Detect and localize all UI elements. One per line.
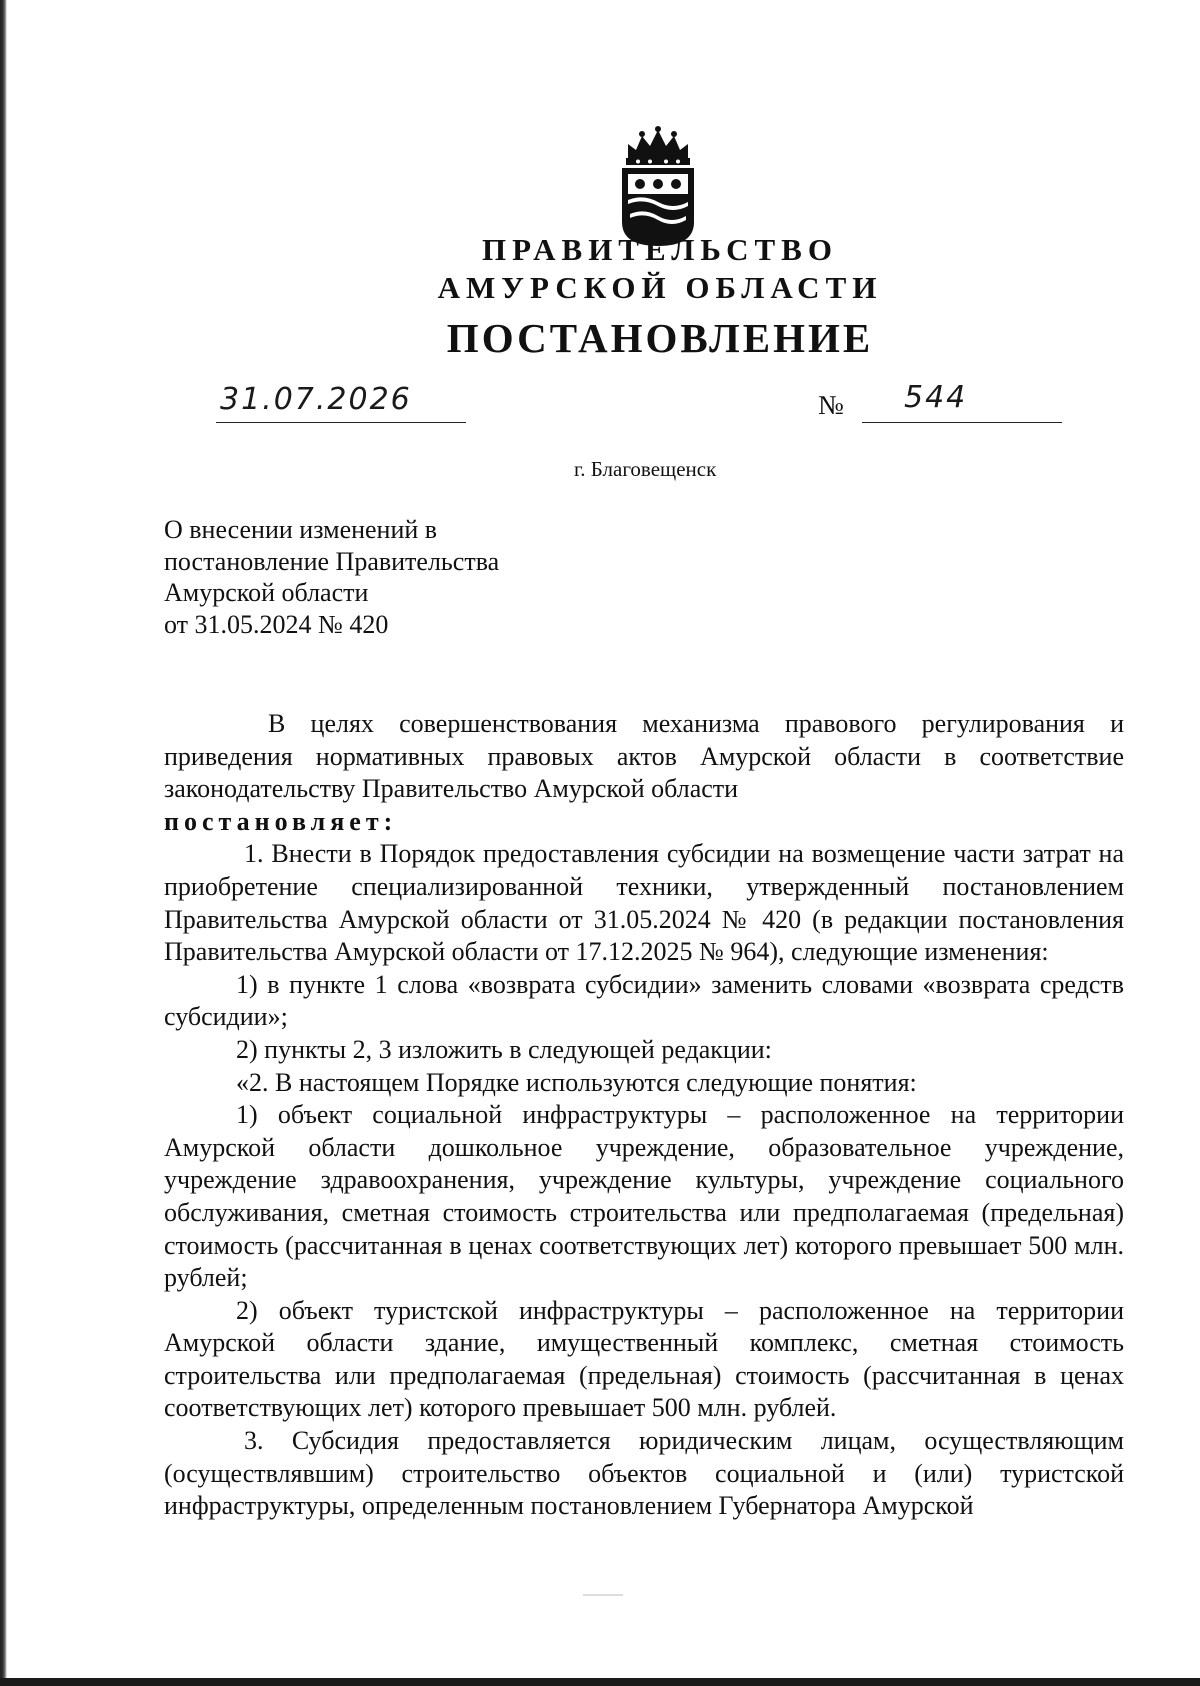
org-name-line1: ПРАВИТЕЛЬСТВО: [482, 232, 838, 267]
subject-line: от 31.05.2024 № 420: [164, 609, 389, 639]
scan-artifact: [583, 1594, 623, 1596]
handwritten-date: 31.07.2026: [220, 382, 412, 417]
number-field: [862, 380, 1062, 423]
coat-of-arms-icon: [618, 126, 698, 248]
date-field: [216, 382, 466, 423]
city: г. Благовещенск: [574, 457, 717, 481]
document-type: ПОСТАНОВЛЕНИЕ: [446, 315, 874, 361]
number-sign: №: [818, 390, 844, 420]
subject-line: О внесении изменений в: [164, 515, 438, 544]
paragraph-2-intro: «2. В настоящем Порядке используются следующие понятия:: [236, 1067, 917, 1097]
subject-line: постановление Правительства: [164, 546, 500, 576]
paragraph-1-2: 2) пункты 2, 3 изложить в следующей редакции:: [236, 1034, 772, 1064]
handwritten-number: 544: [904, 380, 968, 415]
paragraph-3: 3. Субсидия предоставляется юридическим лицам, осуществляющим (осуществлявшим) строительство объектов социальной и (или) туристской инфраструктуры, определенным постановлением Губернатора Амурской: [164, 1426, 1124, 1521]
subject-line: Амурской области: [164, 578, 369, 607]
paragraph-1-1: 1) в пункте 1 слова «возврата субсидии» заменить словами «возврата средств субсидии»;: [164, 969, 1124, 1032]
paragraph-2-1: 1) объект социальной инфраструктуры – расположенное на территории Амурской области дошкольное учреждение, образовательное учреждение, учреждение здравоохранения, учреждение культуры, учреждение социального обслуживания, сметная стоимость строительства или предполагаемая (предельная) стоимость (рассчитанная в ценах соответствующих лет) которого превышает 500 млн. рублей;: [164, 1100, 1124, 1293]
paragraph-2-2: 2) объект туристской инфраструктуры – расположенное на территории Амурской области здание, имущественный комплекс, сметная стоимость строительства или предполагаемая (предельная) стоимость (рассчитанная в ценах соответствующих лет) которого превышает 500 млн. рублей.: [164, 1295, 1124, 1423]
org-name-line2: АМУРСКОЙ ОБЛАСТИ: [437, 270, 883, 305]
decree-word: постановляет:: [164, 806, 398, 836]
document-subject: [164, 514, 499, 640]
preamble-paragraph: В целях совершенствования механизма правового регулирования и приведения нормативных правовых актов Амурской области в соответствие законодательству Правительство Амурской области: [164, 709, 1124, 804]
paragraph-1: 1. Внести в Порядок предоставления субсидии на возмещение части затрат на приобретение специализированной техники, утвержденный постановлением Правительства Амурской области от 31.05.2024 № 420 (в редакции постановления Правительства Амурской области от 17.12.2025 № 964), следующие изменения:: [164, 839, 1124, 967]
scan-edge-bottom: [0, 1678, 1200, 1686]
document-body: [164, 708, 1124, 1523]
